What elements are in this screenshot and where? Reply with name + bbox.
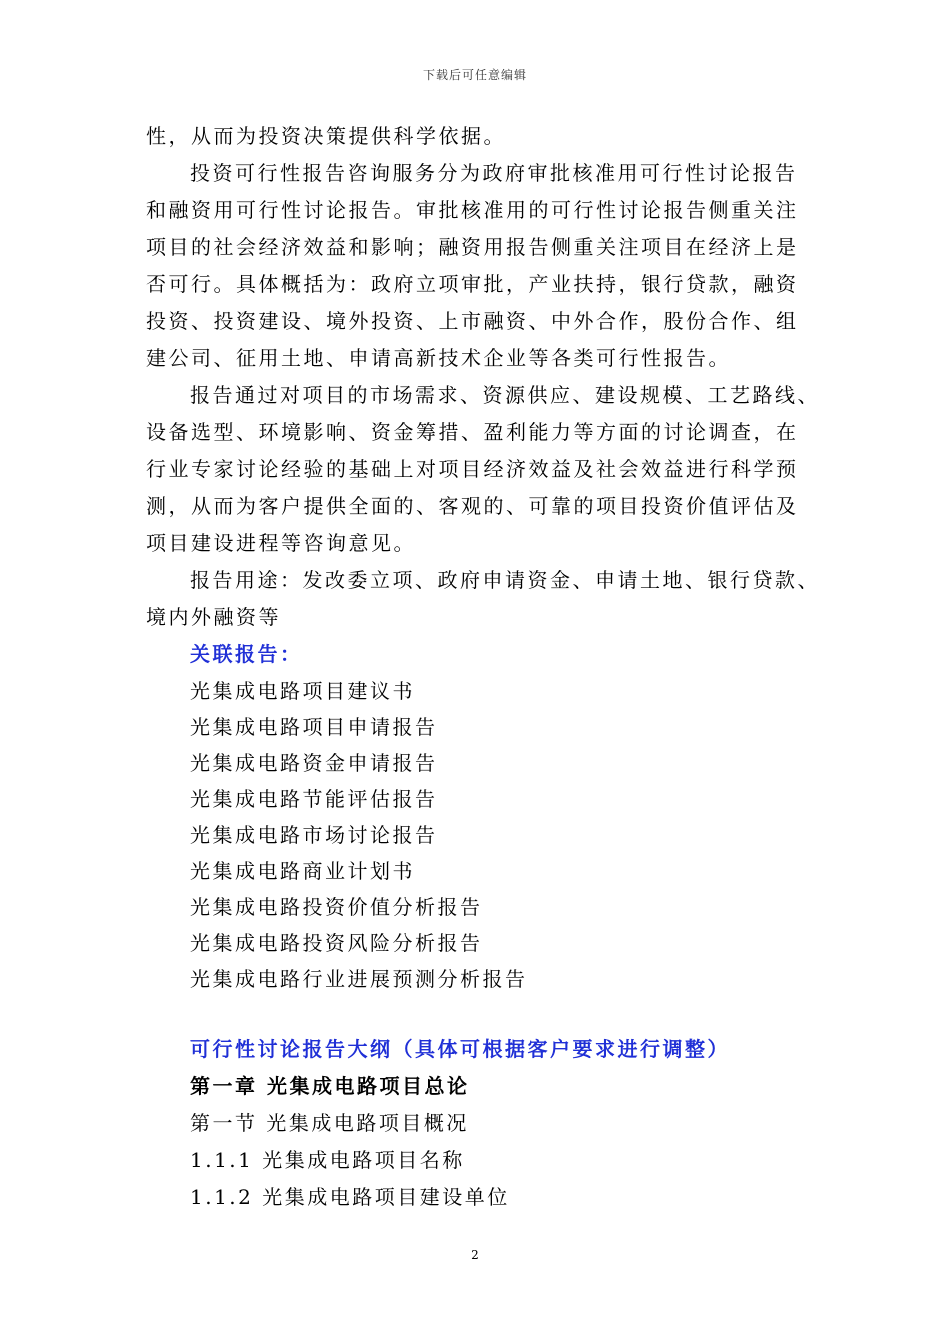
outline-heading: 可行性讨论报告大纲（具体可根据客户要求进行调整）: [190, 1037, 730, 1061]
text-line: 建公司、征用土地、申请高新技术企业等各类可行性报告。: [146, 346, 731, 370]
spacer: [146, 997, 814, 1031]
paragraph-3: [146, 377, 820, 562]
text-line: 性，从而为投资决策提供科学依据。: [146, 124, 506, 148]
text-line: 投资可行性报告咨询服务分为政府审批核准用可行性讨论报告: [190, 161, 798, 185]
related-reports-heading: 关联报告：: [190, 642, 303, 666]
text-line: 行业专家讨论经验的基础上对项目经济效益及社会效益进行科学预: [146, 457, 799, 481]
document-body: [146, 118, 820, 1216]
text-line: 报告用途：发改委立项、政府申请资金、申请土地、银行贷款、: [190, 568, 820, 592]
chapter-title: 第一章 光集成电路项目总论: [190, 1074, 470, 1098]
text-line: 项目建设进程等咨询意见。: [146, 531, 416, 555]
paragraph-1: [146, 118, 814, 155]
list-item: 光集成电路投资风险分析报告: [190, 931, 483, 955]
text-line: 和融资用可行性讨论报告。审批核准用的可行性讨论报告侧重关注: [146, 198, 799, 222]
text-line: 否可行。具体概括为：政府立项审批，产业扶持，银行贷款，融资: [146, 272, 799, 296]
page-number: 2: [471, 1248, 479, 1262]
related-reports-list: [146, 673, 814, 997]
list-item: 光集成电路项目申请报告: [190, 715, 438, 739]
list-item: 光集成电路投资价值分析报告: [190, 895, 483, 919]
section-title: 第一节 光集成电路项目概况: [190, 1111, 469, 1135]
text-line: 设备选型、环境影响、资金筹措、盈利能力等方面的讨论调查，在: [146, 420, 799, 444]
text-line: 报告通过对项目的市场需求、资源供应、建设规模、工艺路线、: [190, 383, 820, 407]
list-item: 光集成电路市场讨论报告: [190, 823, 438, 847]
list-item: 光集成电路行业进展预测分析报告: [190, 967, 528, 991]
text-line: 投资、投资建设、境外投资、上市融资、中外合作，股份合作、组: [146, 309, 799, 333]
list-item: 光集成电路商业计划书: [190, 859, 415, 883]
outline-item: 1.1.2 光集成电路项目建设单位: [190, 1185, 510, 1209]
outline-item: 1.1.1 光集成电路项目名称: [190, 1148, 465, 1172]
list-item: 光集成电路项目建议书: [190, 679, 415, 703]
page-header: 下载后可任意编辑: [422, 68, 527, 82]
text-line: 境内外融资等: [146, 605, 281, 629]
text-line: 项目的社会经济效益和影响；融资用报告侧重关注项目在经济上是: [146, 235, 799, 259]
paragraph-2: [146, 155, 814, 377]
text-line: 测，从而为客户提供全面的、客观的、可靠的项目投资价值评估及: [146, 494, 799, 518]
outline-section: [146, 1031, 814, 1216]
list-item: 光集成电路资金申请报告: [190, 751, 438, 775]
list-item: 光集成电路节能评估报告: [190, 787, 438, 811]
paragraph-4: [146, 562, 820, 636]
